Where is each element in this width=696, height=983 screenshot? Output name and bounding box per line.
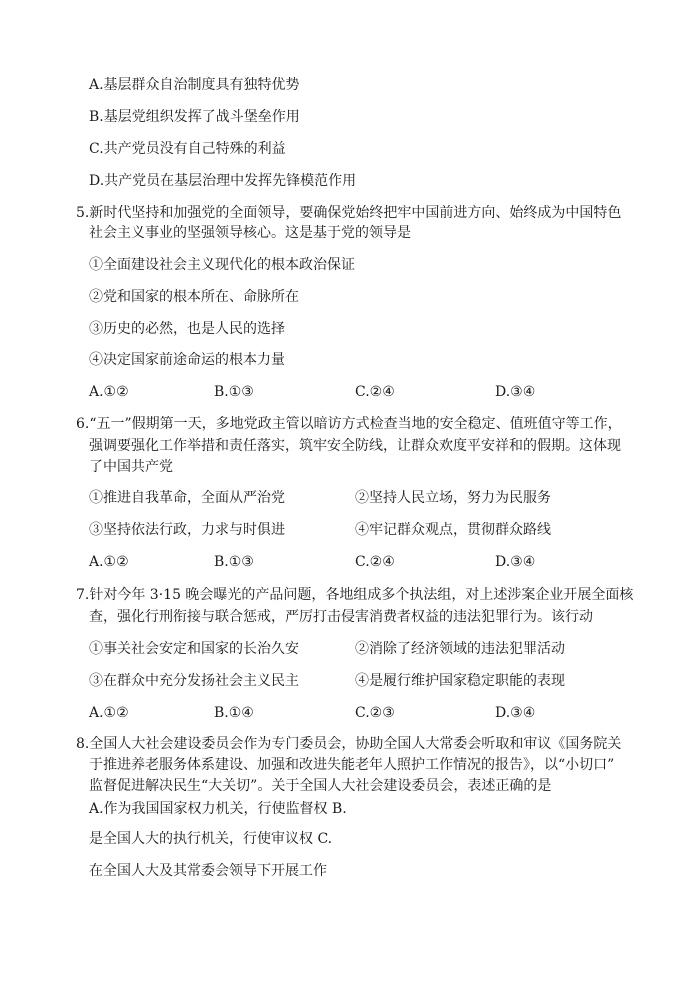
q7-choice-a: A.①② — [89, 705, 129, 721]
q6-stem-line-3: 了中国共产党 — [89, 459, 173, 475]
q4-option-b: B.基层党组织发挥了战斗堡垒作用 — [89, 109, 300, 125]
q6-stem-line-1: 6.“五一”假期第一天，多地党政主管以暗访方式检查当地的安全稳定、值班值守等工作， — [76, 416, 622, 432]
q6-statement-1: ①推进自我革命，全面从严治党 — [89, 490, 285, 506]
q5-choice-b: B.①③ — [214, 384, 254, 400]
q5-stem-line-2: 社会主义事业的坚强领导核心。这是基于党的领导是 — [89, 225, 411, 241]
q8-stem-line-3: 监督促进解决民生“大关切”。关于全国人大社会建设委员会，表述正确的是 — [89, 778, 552, 794]
q7-statement-1: ①事关社会安定和国家的长治久安 — [89, 641, 299, 657]
q6-statement-3: ③坚持依法行政，力求与时俱进 — [89, 522, 285, 538]
q4-option-a: A.基层群众自治制度具有独特优势 — [89, 77, 300, 93]
q6-statement-4: ④牢记群众观点，贯彻群众路线 — [355, 522, 551, 538]
q7-choice-c: C.②③ — [355, 705, 395, 721]
q6-choice-b: B.①③ — [214, 554, 254, 570]
q8-stem-line-1: 8.全国人大社会建设委员会作为专门委员会，协助全国人大常委会听取和审议《国务院关 — [76, 736, 622, 752]
q8-stem-line-2: 于推进养老服务体系建设、加强和改进失能老年人照护工作情况的报告》，以“小切口” — [89, 757, 615, 773]
q6-statement-2: ②坚持人民立场，努力为民服务 — [355, 490, 551, 506]
q8-option-line-1: A.作为我国国家权力机关，行使监督权 B. — [89, 801, 347, 817]
q7-statement-2: ②消除了经济领域的违法犯罪活动 — [355, 641, 565, 657]
q5-statement-4: ④决定国家前途命运的根本力量 — [89, 352, 285, 368]
q5-choice-d: D.③④ — [495, 384, 536, 400]
q7-stem-line-2: 查，强化行刑衔接与联合惩戒，严厉打击侵害消费者权益的违法犯罪行为。该行动 — [89, 609, 593, 625]
q7-stem-line-1: 7.针对今年 3·15 晚会曝光的产品问题，各地组成多个执法组，对上述涉案企业开展全面核 — [76, 587, 634, 603]
q5-statement-3: ③历史的必然，也是人民的选择 — [89, 321, 285, 337]
q8-option-line-3: 在全国人大及其常委会领导下开展工作 — [89, 863, 327, 879]
q8-option-line-2: 是全国人大的执行机关，行使审议权 C. — [89, 831, 333, 847]
q5-choice-a: A.①② — [89, 384, 129, 400]
q6-choice-c: C.②④ — [355, 554, 395, 570]
q5-stem-line-1: 5.新时代坚持和加强党的全面领导，要确保党始终把牢中国前进方向、始终成为中国特色 — [76, 205, 622, 221]
q7-choice-b: B.①④ — [214, 705, 254, 721]
q5-statement-1: ①全面建设社会主义现代化的根本政治保证 — [89, 257, 355, 273]
q7-statement-4: ④是履行维护国家稳定职能的表现 — [355, 673, 565, 689]
q5-choice-c: C.②④ — [355, 384, 395, 400]
q6-choice-a: A.①② — [89, 554, 129, 570]
q4-option-c: C.共产党员没有自己特殊的利益 — [89, 141, 286, 157]
q4-option-d: D.共产党员在基层治理中发挥先锋模范作用 — [89, 173, 357, 189]
q6-stem-line-2: 强调要强化工作举措和责任落实，筑牢安全防线，让群众欢度平安祥和的假期。这体现 — [89, 438, 621, 454]
q7-choice-d: D.③④ — [495, 705, 536, 721]
q6-choice-d: D.③④ — [495, 554, 536, 570]
q5-statement-2: ②党和国家的根本所在、命脉所在 — [89, 289, 299, 305]
q7-statement-3: ③在群众中充分发扬社会主义民主 — [89, 673, 299, 689]
